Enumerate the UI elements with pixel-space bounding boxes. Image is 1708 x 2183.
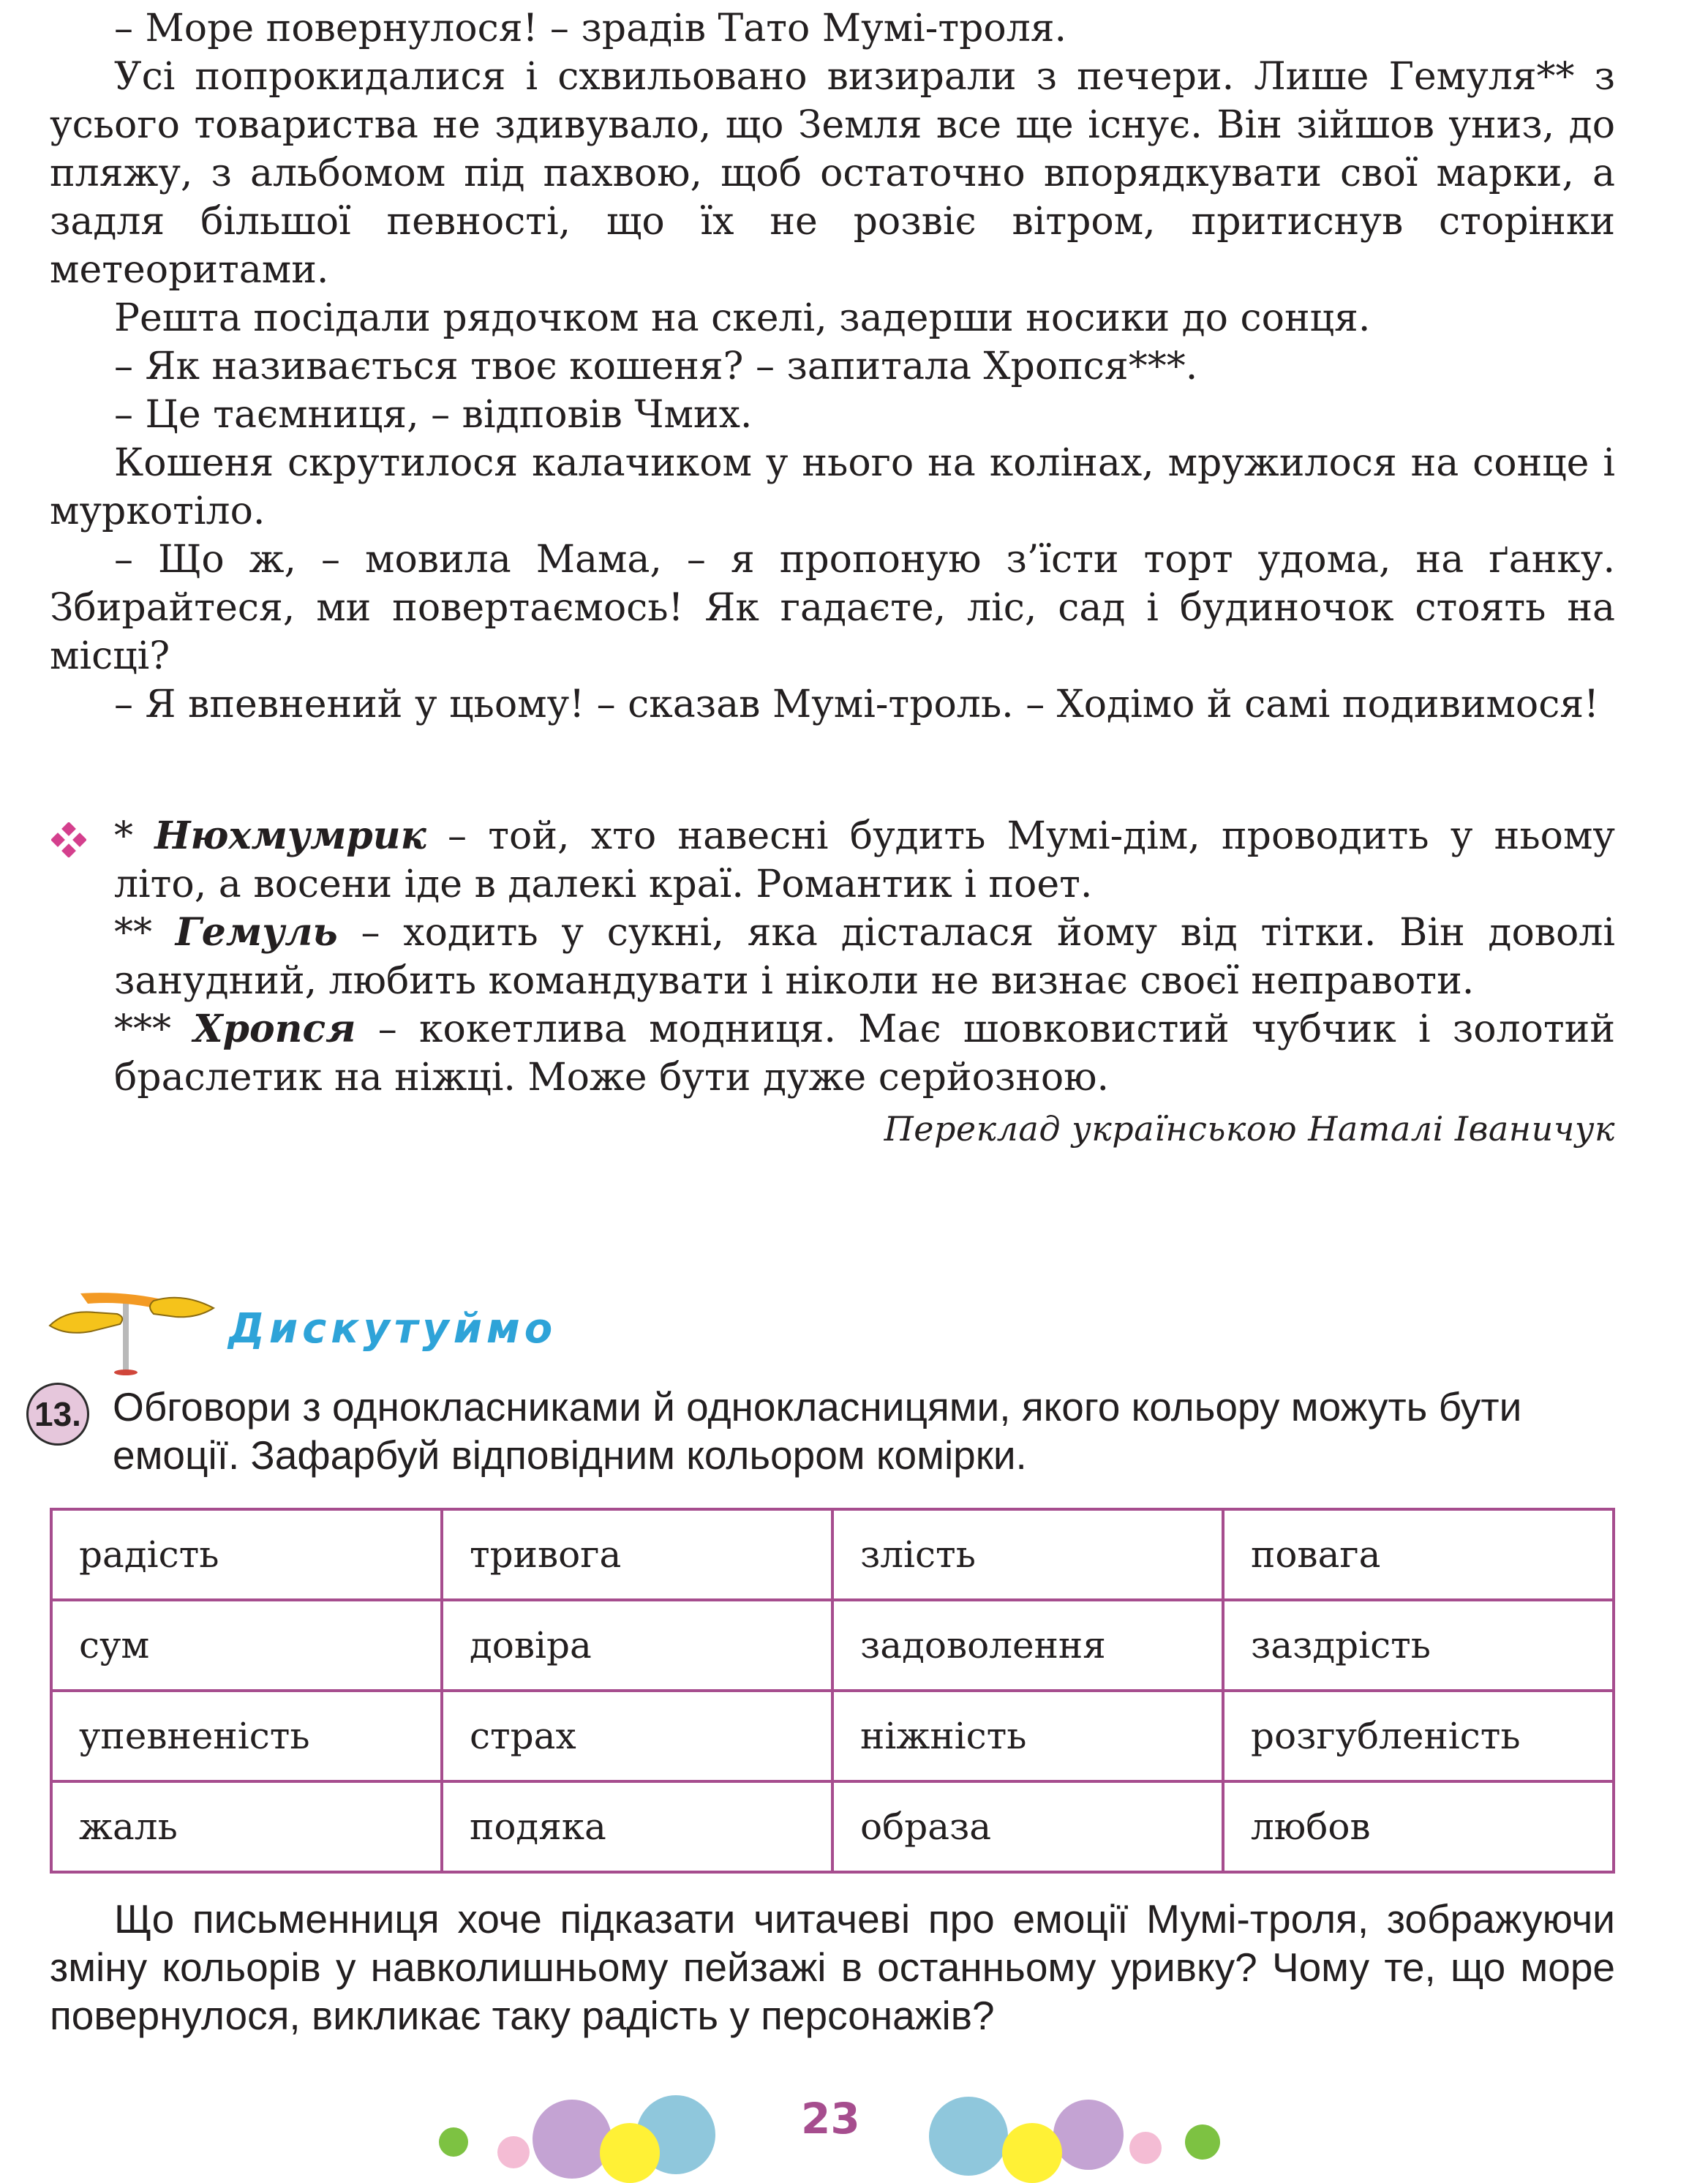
story-paragraph: Решта посідали рядочком на скелі, задерши носики до сонця. [114, 296, 1371, 340]
emotion-cell: радість [51, 1509, 442, 1600]
diamond-bullet-icon [51, 822, 86, 857]
discussion-question: Що письменниця хоче підказати читачеві про емоції Мумі-троля, зображуючи зміну кольорів у навколишньому пейзажі в останньому уривку? Чому те, що море повернулося, викликає таку радість у персонажів? [50, 1896, 1615, 2038]
story-paragraph: – Море повернулося! – зрадів Тато Мумі-троля. [114, 7, 1067, 50]
footnote-marker: ** [114, 911, 176, 955]
decor-dot [1053, 2100, 1124, 2170]
footnote [114, 909, 1615, 1005]
footnote-marker: * [114, 814, 155, 858]
emotion-cell: сум [51, 1600, 442, 1691]
emotion-cell: задоволення [832, 1600, 1223, 1691]
footnote-text: – ходить у сукні, яка дісталася йому від тітки. Він доволі занудний, любить командувати і ніколи не визнає своєї неправоти. [114, 911, 1616, 1003]
emotion-cell: страх [442, 1691, 832, 1781]
emotion-cell: любов [1223, 1781, 1614, 1872]
footnote-term: Гемуль [175, 910, 338, 955]
page-footer [0, 2085, 1708, 2181]
footnote-term: Хропся [193, 1007, 356, 1051]
decor-dot [600, 2123, 660, 2183]
emotion-cell: подяка [442, 1781, 832, 1872]
task-text: Обговори з однокласниками й однокласницями, якого кольору можуть бути емоції. Зафарбуй відповідним кольором комірки. [113, 1384, 1522, 1478]
story-paragraph: – Як називається твоє кошеня? – запитала Хропся***. [114, 345, 1198, 388]
story-paragraph: – Що ж, – мовила Мама, – я пропоную з’їсти торт удома, на ґанку. Збирайтеся, ми повертаємось! Як гадаєте, ліс, сад і будиночок стоять на місці? [50, 538, 1615, 678]
table-row [51, 1600, 1614, 1691]
task-number-badge: 13. [26, 1383, 89, 1446]
story-paragraph: – Я впевнений у цьому! – сказав Мумі-троль. – Ходімо й самі подивимося! [114, 683, 1600, 726]
footnote-term: Нюхмумрик [154, 814, 426, 858]
emotions-table [50, 1508, 1615, 1874]
emotion-cell: довіра [442, 1600, 832, 1691]
emotion-cell: ніжність [832, 1691, 1223, 1781]
section-title: Дискутуймо [228, 1305, 557, 1353]
footnote [114, 812, 1615, 909]
decor-dot [497, 2136, 530, 2168]
decor-dot [929, 2097, 1008, 2176]
emotion-cell: образа [832, 1781, 1223, 1872]
story-paragraph: – Це таємниця, – відповів Чмих. [114, 393, 753, 437]
emotion-cell: жаль [51, 1781, 442, 1872]
emotion-cell: заздрість [1223, 1600, 1614, 1691]
footnotes [50, 812, 1615, 1153]
emotion-cell: упевненість [51, 1691, 442, 1781]
footnote-marker: *** [114, 1007, 194, 1051]
decor-dot [1002, 2123, 1062, 2183]
emotion-cell: розгубленість [1223, 1691, 1614, 1781]
emotion-cell: повага [1223, 1509, 1614, 1600]
task-13 [26, 1383, 1617, 1479]
page-number: 23 [801, 2094, 860, 2143]
translation-credit: Переклад українською Наталі Іваничук [884, 1109, 1615, 1149]
table-row [51, 1781, 1614, 1872]
decor-dot [1129, 2132, 1162, 2164]
story-paragraph: Кошеня скрутилося калачиком у нього на колінах, мружилося на сонце і муркотіло. [50, 441, 1615, 533]
table-row [51, 1691, 1614, 1781]
footnote [114, 1005, 1615, 1102]
footnote-text: – кокетлива модниця. Має шовковистий чубчик і золотий браслетик на ніжці. Може бути дуже серйозною. [114, 1007, 1616, 1100]
decor-dot [1185, 2124, 1220, 2160]
emotion-cell: тривога [442, 1509, 832, 1600]
story-paragraph: Усі попрокидалися і схвильовано визирали з печери. Лише Гемуля** з усього товариства не здивувало, що Земля все ще існує. Він зійшов униз, до пляжу, з альбомом під пахвою, щоб остаточно впорядкувати свої марки, а задля більшої певності, що їх не розвіє вітром, притиснув сторінки метеоритами. [50, 55, 1615, 292]
emotion-cell: злість [832, 1509, 1223, 1600]
decor-dot [439, 2127, 468, 2157]
footnote-text: – той, хто навесні будить Мумі-дім, проводить у ньому літо, а восени іде в далекі краї. Романтик і поет. [114, 814, 1615, 906]
section-heading [44, 1266, 600, 1375]
story-text [50, 4, 1615, 729]
decor-dot [533, 2100, 612, 2179]
table-row [51, 1509, 1614, 1600]
pointing-hands-icon [44, 1266, 227, 1375]
